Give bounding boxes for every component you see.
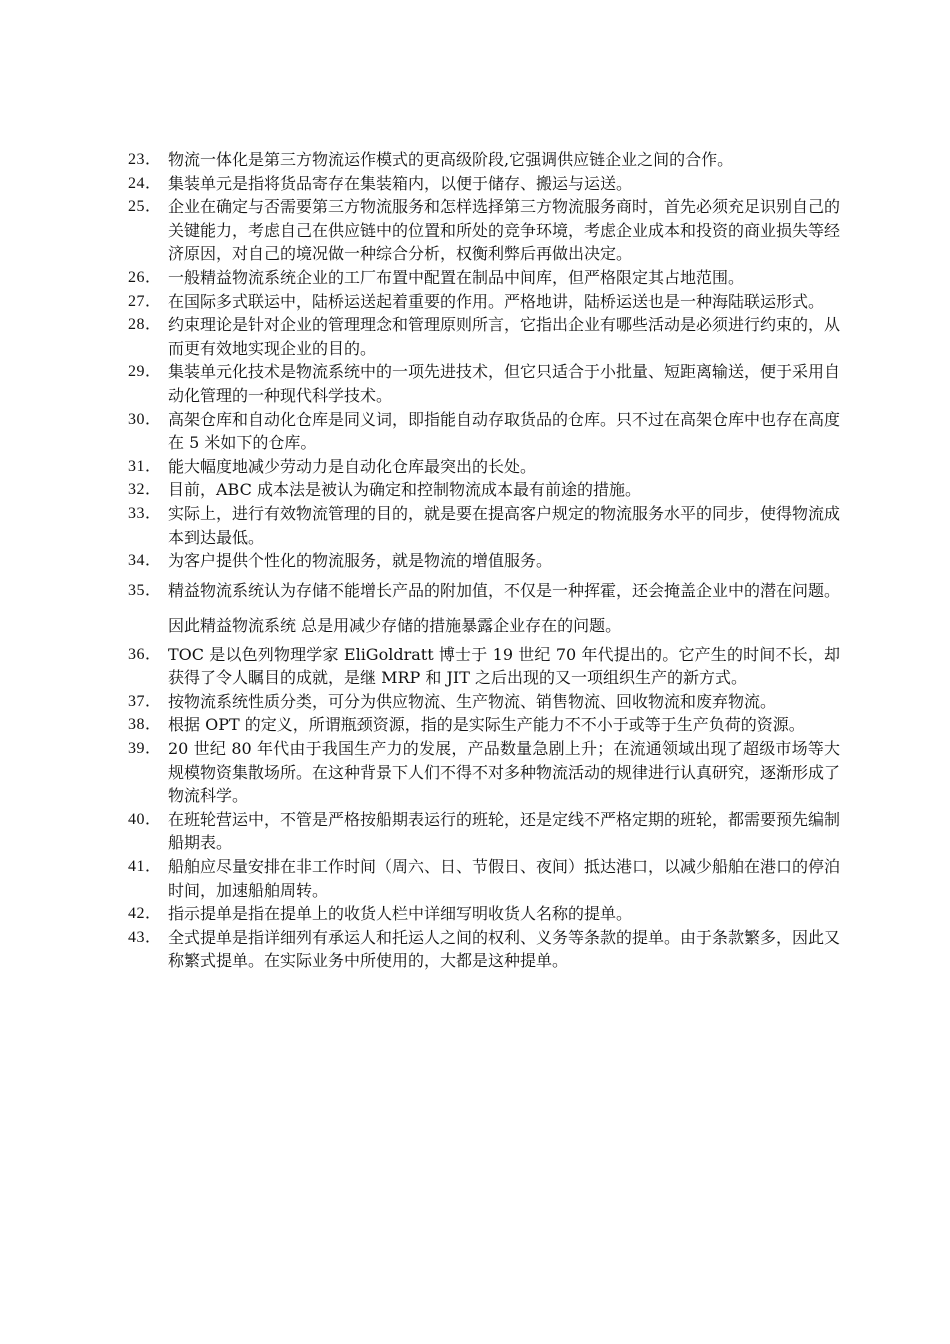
item-number: 28． bbox=[128, 316, 162, 334]
list-item bbox=[128, 408, 840, 455]
item-text: 约束理论是针对企业的管理理念和管理原则所言，它指出企业有哪些活动是必须进行约束的，从而更有效地实现企业的目的。 bbox=[168, 315, 841, 358]
item-number: 27． bbox=[128, 292, 162, 310]
item-text: 实际上，进行有效物流管理的目的，就是要在提高客户规定的物流服务水平的同步，使得物流成本到达最低。 bbox=[168, 503, 841, 547]
list-item bbox=[128, 690, 840, 714]
item-number: 41． bbox=[128, 858, 162, 876]
list-item bbox=[128, 478, 840, 502]
item-text: 集装单元是指将货品寄存在集装箱内，以便于储存、搬运与运送。 bbox=[168, 173, 633, 193]
item-number: 34． bbox=[128, 552, 162, 570]
item-text: 高架仓库和自动化仓库是同义词，即指能自动存取货品的仓库。只不过在高架仓库中也存在高度在 5 米如下的仓库。 bbox=[168, 409, 841, 453]
item-text: 为客户提供个性化的物流服务，就是物流的增值服务。 bbox=[168, 551, 553, 571]
item-number: 42． bbox=[128, 905, 162, 923]
item-number: 40． bbox=[128, 810, 162, 828]
item-number: 39． bbox=[128, 740, 162, 758]
list-item bbox=[128, 573, 840, 643]
item-text: 根据 OPT 的定义，所谓瓶颈资源，指的是实际生产能力不不小于或等于生产负荷的资源。 bbox=[168, 715, 805, 735]
list-item bbox=[128, 172, 840, 196]
item-text: 全式提单是指详细列有承运人和托运人之间的权利、义务等条款的提单。由于条款繁多，因此又称繁式提单。在实际业务中所使用的，大都是这种提单。 bbox=[168, 927, 841, 971]
item-number: 26． bbox=[128, 268, 162, 286]
item-number: 29． bbox=[128, 363, 162, 381]
list-item bbox=[128, 290, 840, 314]
item-text: 企业在确定与否需要第三方物流服务和怎样选择第三方物流服务商时，首先必须充足识别自己的关键能力，考虑自己在供应链中的位置和所处的竞争环境，考虑企业成本和投资的商业损失等经济原因，对自己的境况做一种综合分析，权衡利弊后再做出决定。 bbox=[168, 197, 841, 264]
list-item bbox=[128, 855, 840, 902]
list-item bbox=[128, 360, 840, 407]
item-text: 指示提单是指在提单上的收货人栏中详细写明收货人名称的提单。 bbox=[168, 904, 633, 924]
item-text: 按物流系统性质分类，可分为供应物流、生产物流、销售物流、回收物流和废弃物流。 bbox=[168, 691, 777, 711]
item-number: 30． bbox=[128, 410, 162, 428]
list-item bbox=[128, 266, 840, 290]
item-text: 20 世纪 80 年代由于我国生产力的发展，产品数量急剧上升；在流通领域出现了超级市场等大规模物资集散场所。在这种背景下人们不得不对多种物流活动的规律进行认真研究，逐渐形成了物流科学。 bbox=[168, 739, 841, 806]
item-number: 36． bbox=[128, 645, 162, 663]
item-number: 43． bbox=[128, 928, 162, 946]
item-number: 33． bbox=[128, 504, 162, 522]
list-item bbox=[128, 313, 840, 360]
item-text: 精益物流系统认为存储不能增长产品的附加值，不仅是一种挥霍，还会掩盖企业中的潜在问题。因此精益物流系统 总是用减少存储的措施暴露企业存在的问题。 bbox=[168, 580, 841, 635]
list-item bbox=[128, 148, 840, 172]
item-text: 目前，ABC 成本法是被认为确定和控制物流成本最有前途的措施。 bbox=[168, 480, 641, 500]
list-item bbox=[128, 713, 840, 737]
item-text: 集装单元化技术是物流系统中的一项先进技术，但它只适合于小批量、短距离输送，便于采用自动化管理的一种现代科学技术。 bbox=[168, 362, 841, 405]
list-item bbox=[128, 502, 840, 549]
item-number: 35． bbox=[128, 581, 162, 599]
item-text: 能大幅度地减少劳动力是自动化仓库最突出的长处。 bbox=[168, 456, 537, 476]
statement-list bbox=[128, 148, 840, 973]
list-item bbox=[128, 643, 840, 690]
item-text: 物流一体化是第三方物流运作模式的更高级阶段,它强调供应链企业之间的合作。 bbox=[168, 150, 734, 169]
list-item bbox=[128, 737, 840, 808]
list-item bbox=[128, 926, 840, 973]
item-text: TOC 是以色列物理学家 EliGoldratt 博士于 19 世纪 70 年代提出的。它产生的时间不长，却获得了令人瞩目的成就，是继 MRP 和 JIT 之后出现的又一项组织生产的新方式。 bbox=[168, 644, 840, 688]
list-item bbox=[128, 195, 840, 266]
item-number: 38． bbox=[128, 716, 162, 734]
list-item bbox=[128, 549, 840, 573]
item-text: 在班轮营运中，不管是严格按船期表运行的班轮，还是定线不严格定期的班轮，都需要预先编制船期表。 bbox=[168, 809, 841, 853]
item-number: 23． bbox=[128, 151, 162, 168]
item-number: 37． bbox=[128, 692, 162, 710]
item-number: 25． bbox=[128, 198, 162, 216]
list-item bbox=[128, 902, 840, 926]
item-number: 31． bbox=[128, 457, 162, 475]
item-text: 船舶应尽量安排在非工作时间（周六、日、节假日、夜间）抵达港口，以减少船舶在港口的停泊时间，加速船舶周转。 bbox=[168, 857, 841, 900]
item-number: 24． bbox=[128, 174, 162, 192]
item-text: 一般精益物流系统企业的工厂布置中配置在制品中间库，但严格限定其占地范围。 bbox=[168, 267, 745, 287]
item-text: 在国际多式联运中，陆桥运送起着重要的作用。严格地讲，陆桥运送也是一种海陆联运形式。 bbox=[168, 291, 825, 311]
list-item bbox=[128, 455, 840, 479]
list-item bbox=[128, 808, 840, 855]
item-number: 32． bbox=[128, 481, 162, 499]
